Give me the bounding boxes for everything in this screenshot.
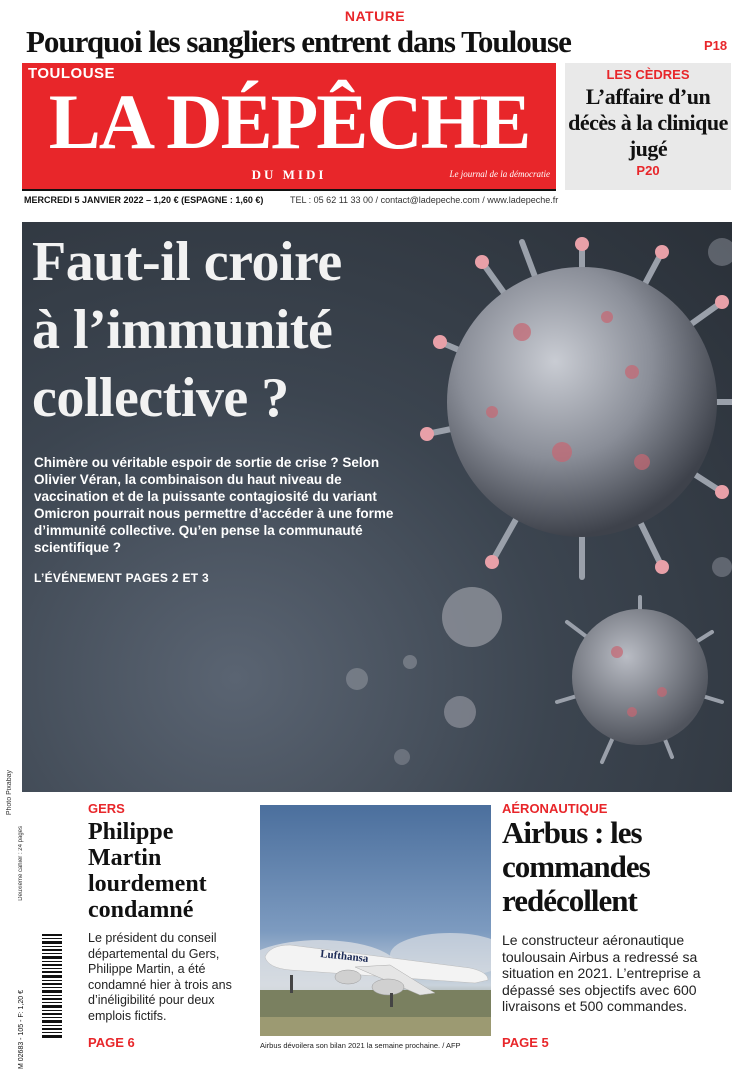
airbus-headline[interactable]: Airbus : les commandes redécollent <box>502 815 650 918</box>
photo-caption: Airbus dévoilera son bilan 2021 la semaine prochaine. / AFP <box>260 1041 461 1050</box>
cover-photo[interactable] <box>22 222 732 792</box>
teaser-headline[interactable]: Pourquoi les sangliers entrent dans Toulouse <box>26 24 571 59</box>
side-kicker: LES CÈDRES <box>606 67 690 82</box>
airbus-body: Le constructeur aéronautique toulousain Airbus a redressé sa situation en 2021. L’entreprise a dépassé ses objectifs avec 600 livraisons et 500 commandes. <box>502 932 701 1014</box>
cover-lede: Chimère ou véritable espoir de sortie de crise ? Selon Olivier Véran, la combinaison du haut niveau de vaccination et de la puissante contagiosité du variant Omicron pourrait nous permettre d’accéder à une forme d’immunité collective. Qu’en pense la communauté scientifique ? <box>34 455 394 555</box>
gers-kicker: GERS <box>88 801 125 816</box>
gers-body: Le président du conseil départemental du Gers, Philippe Martin, a été condamné hier à trois ans d’inéligibilité pour deux emplois fictifs. <box>88 931 232 1023</box>
date-price-line: MERCREDI 5 JANVIER 2022 – 1,20 € (ESPAGNE : 1,60 €) <box>24 195 264 205</box>
newspaper-logo[interactable]: LA DÉPÊCHE <box>48 78 530 165</box>
cover-headline[interactable]: Faut-il croire à l’immunité collective ? <box>32 231 342 429</box>
contact-line[interactable]: TEL : 05 62 11 33 00 / contact@ladepeche.com / www.ladepeche.fr <box>290 195 559 205</box>
cover-page-ref[interactable]: L’ÉVÉNEMENT PAGES 2 ET 3 <box>34 571 210 585</box>
edition-label: TOULOUSE <box>28 65 116 82</box>
barcode <box>30 932 64 1042</box>
supplement-note: Deuxième cahier : 24 pages <box>18 826 24 901</box>
aero-kicker: AÉRONAUTIQUE <box>502 801 608 816</box>
photo-credit: Photo Pixabay <box>6 770 13 816</box>
masthead-divider <box>22 189 556 191</box>
nature-kicker: NATURE <box>344 8 406 24</box>
side-teaser-box[interactable] <box>565 63 731 190</box>
logo-subtitle: DU MIDI <box>251 167 327 182</box>
gers-page-ref[interactable]: PAGE 6 <box>88 1035 135 1050</box>
slogan: Le journal de la démocratie <box>449 169 550 179</box>
side-headline: L’affaire d’un décès à la clinique jugé <box>568 84 728 161</box>
airplane-illustration <box>260 805 491 1036</box>
gers-headline[interactable]: Philippe Martin lourdement condamné <box>88 819 207 923</box>
airbus-photo[interactable] <box>260 805 491 1036</box>
barcode-number: M 02683 - 105 - F: 1,20 € <box>18 990 25 1069</box>
teaser-page-ref: P18 <box>704 38 728 53</box>
masthead <box>22 63 556 189</box>
livery-text: Lufthansa <box>319 948 369 966</box>
side-page-ref: P20 <box>636 163 660 178</box>
airbus-page-ref[interactable]: PAGE 5 <box>502 1035 549 1050</box>
